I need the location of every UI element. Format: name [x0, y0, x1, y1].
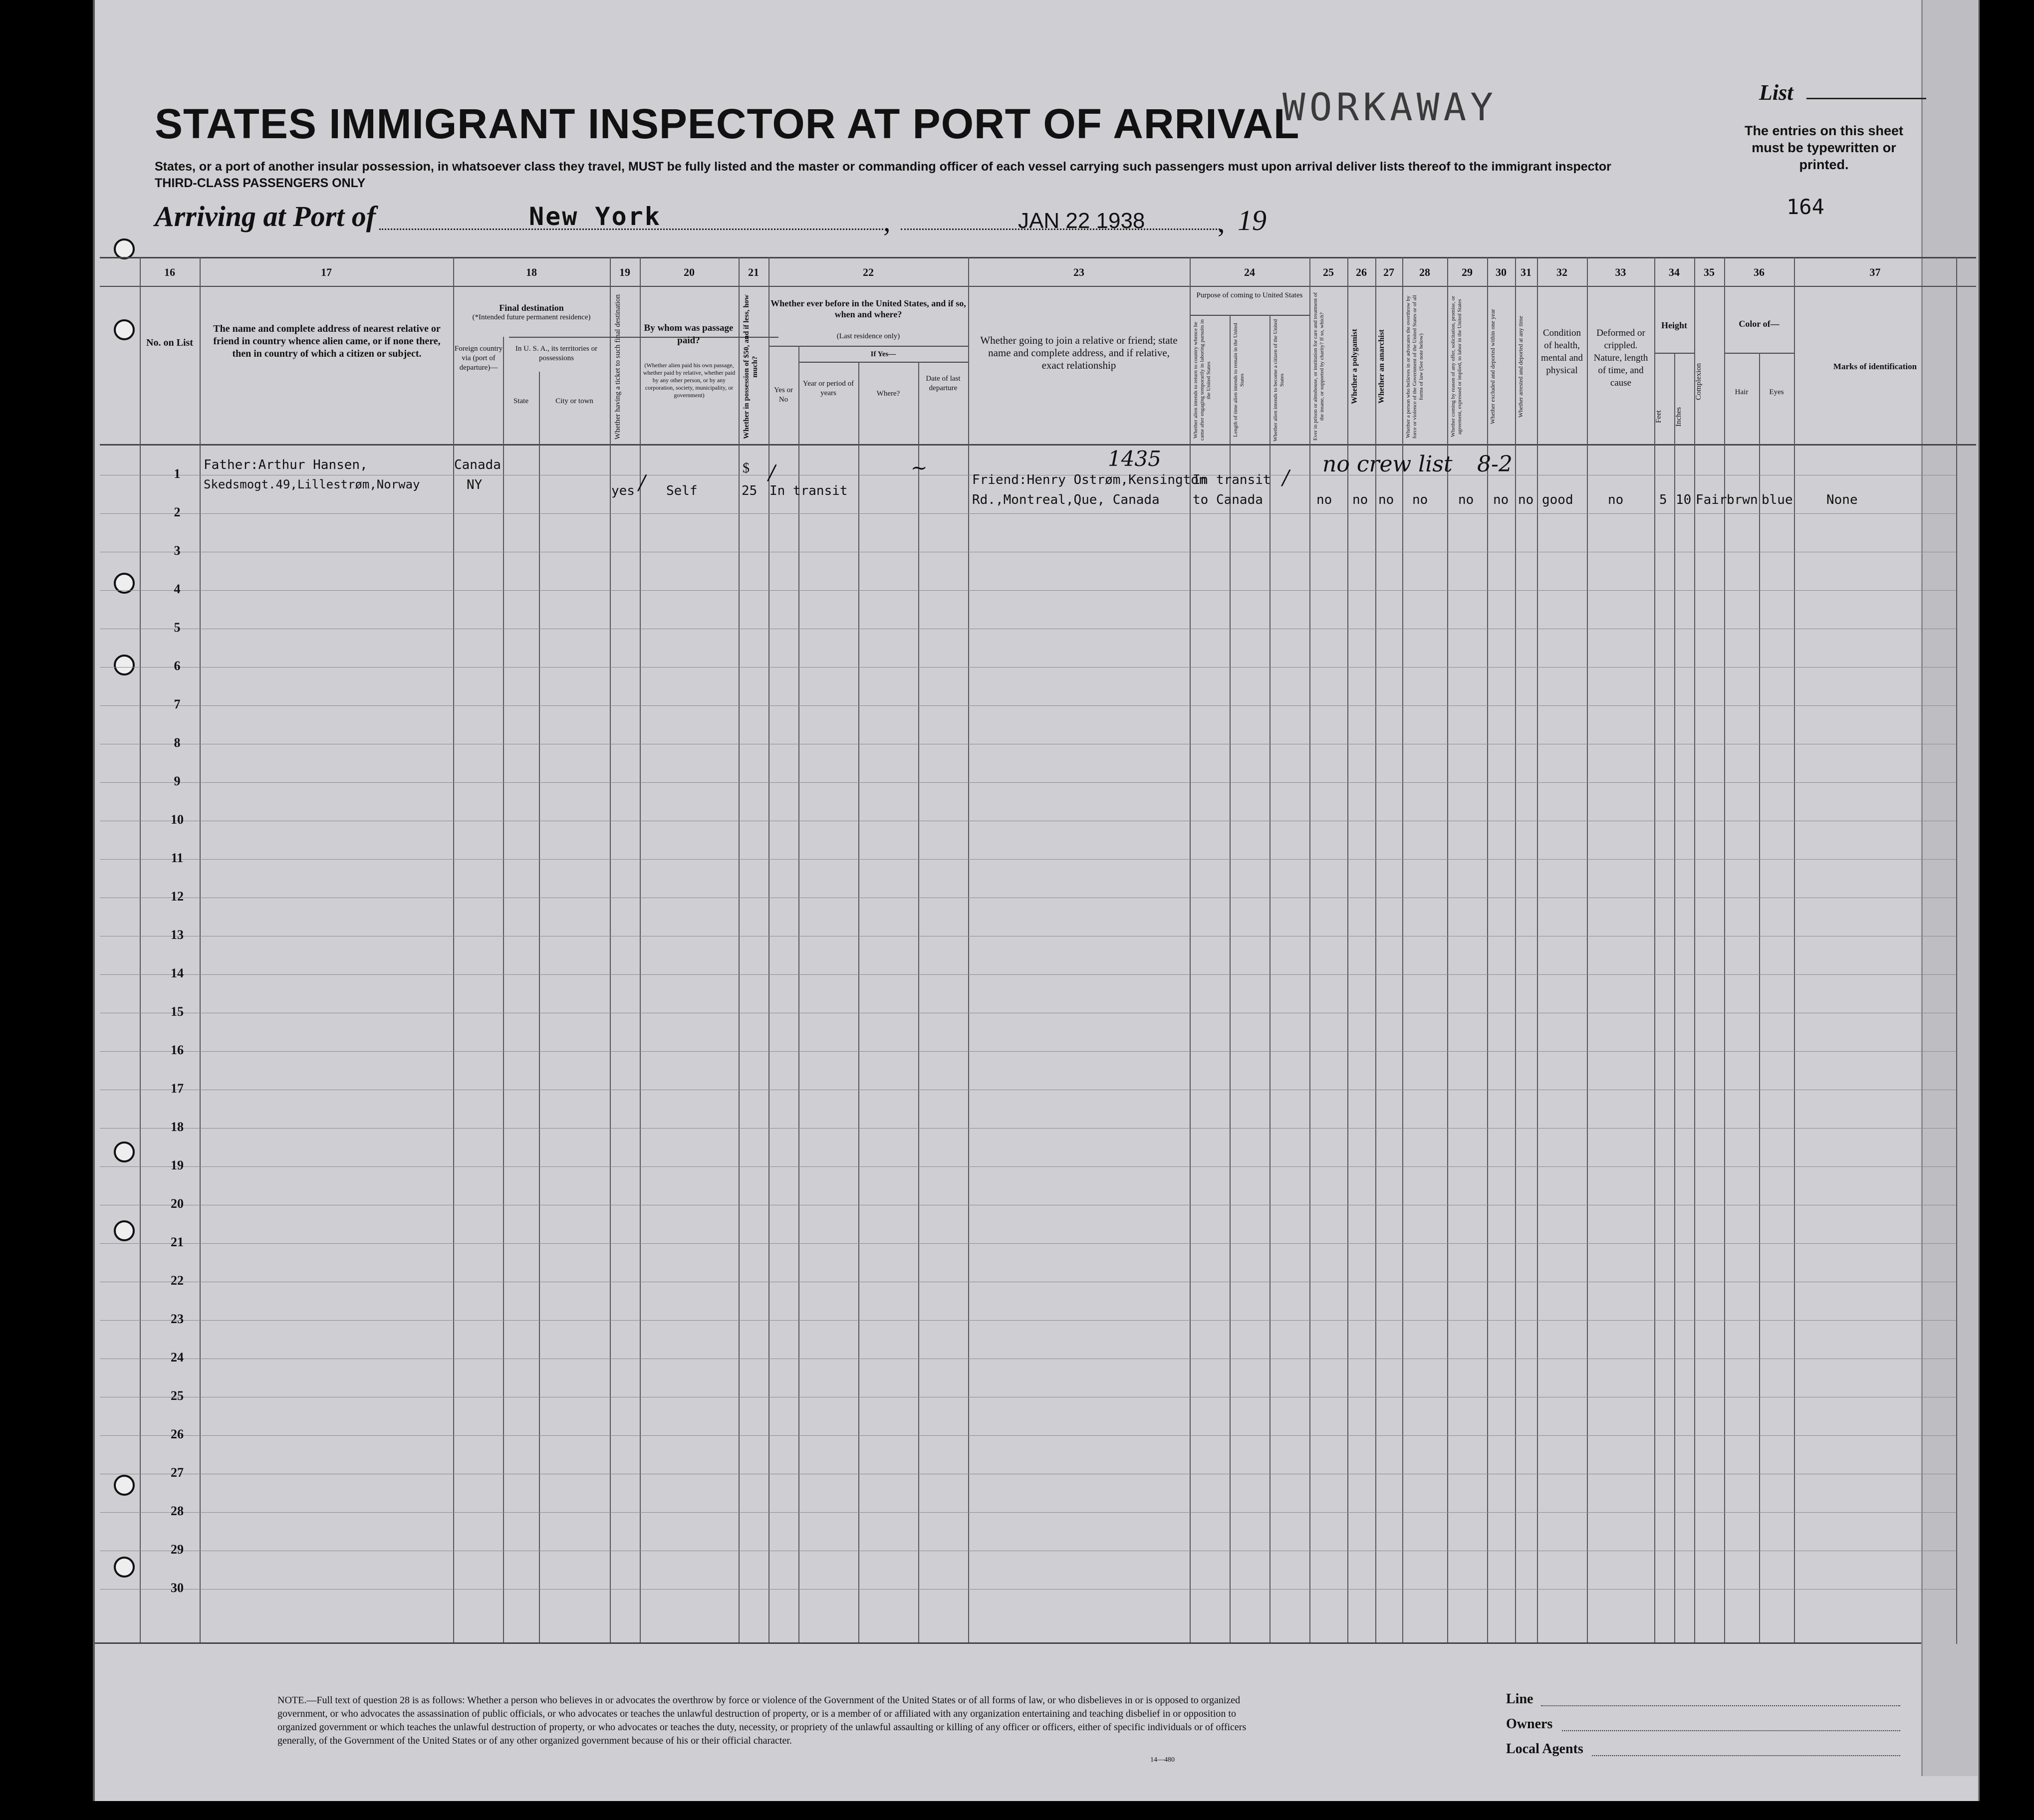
row-line [100, 859, 1956, 860]
header-city: City or town [555, 397, 593, 405]
entry-anarchist: no [1378, 492, 1394, 507]
header-yes-no: Yes or No [773, 386, 793, 404]
col-line [640, 257, 641, 1644]
subtitle-line2: THIRD-CLASS PASSENGERS ONLY [155, 176, 366, 190]
entry-purpose-line1: In transit [1193, 472, 1271, 487]
row-number: 20 [171, 1196, 184, 1211]
dollar-sign-icon: $ [743, 460, 750, 476]
header-passage: By whom was passage paid? [644, 323, 734, 346]
col-num-37: 37 [1869, 266, 1881, 278]
col-num-32: 32 [1556, 266, 1567, 278]
row-line [100, 1166, 1956, 1167]
header-height: Height [1661, 320, 1687, 330]
entry-hand-note: no crew list [1322, 452, 1453, 477]
line-field [1541, 1705, 1900, 1706]
row-number: 29 [171, 1542, 184, 1557]
row-number: 19 [171, 1158, 184, 1172]
if-yes-border [798, 362, 968, 363]
date-stamp: JAN 22 1938 [1018, 209, 1145, 233]
entry-deformed: no [1608, 492, 1624, 507]
row-number: 11 [171, 851, 184, 865]
question-28-note: NOTE.—Full text of question 28 is as follows: Whether a person who believes in or advocates the overthrow by force or violence of the Government of the United States or of all forms of law, or who disbelieves in or is opposed to organized government, or who advocates the assassination of public officials, or who advocates or teaches the unlawful destruction of property, or is a member of or affiliated with any organization entertaining and teaching disbelief in or opposition to organized government or which teaches the unlawful destruction of property, or who advocates or teaches the duty, necessity, or propriety of the unlawful assaulting or killing of any officer or officers, either of specific individuals or of officers generally, of the Government of the United States or of any other organized government because of his or their official character. [277, 1695, 1247, 1746]
col-num-22: 22 [863, 266, 874, 278]
row-line [100, 667, 1956, 668]
row-number: 8 [174, 735, 181, 750]
row-line [100, 782, 1956, 783]
entry-ticket: yes [611, 483, 635, 498]
comma: , [883, 205, 891, 237]
col-line [1794, 257, 1795, 1644]
entry-ever-before: In transit [769, 483, 848, 498]
purpose-sub-border [1190, 315, 1309, 316]
binder-hole-icon [114, 238, 135, 259]
col-num-25: 25 [1323, 266, 1334, 278]
entry-labor-offer: no [1458, 492, 1474, 507]
row-number: 3 [174, 543, 181, 558]
row-line [100, 1512, 1956, 1513]
col-line [503, 337, 504, 1644]
col-num-18: 18 [526, 266, 537, 278]
col-line [1724, 257, 1725, 1644]
header-purpose-b: Length of time alien intends to remain in the United States [1233, 323, 1245, 438]
col-line [918, 362, 919, 1644]
col-line [1956, 257, 1957, 1644]
row-number: 18 [171, 1120, 184, 1134]
header-overthrow: Whether a person who believes in or advocates the overthrow by force or violence of the Government of the United States or of all forms of law (See note below) [1405, 295, 1424, 439]
col-num-23: 23 [1073, 266, 1084, 278]
row-number: 5 [174, 620, 181, 635]
col-num-30: 30 [1496, 266, 1507, 278]
entry-hand-note2: 8-2 [1477, 452, 1513, 477]
col-num-29: 29 [1462, 266, 1473, 278]
col-num-35: 35 [1704, 266, 1715, 278]
entry-health: good [1542, 492, 1573, 507]
row-line [100, 1320, 1956, 1321]
row-number: 24 [171, 1350, 184, 1365]
entry-arrested: no [1518, 492, 1534, 507]
header-final-destination-note: (*Intended future permanent residence) [472, 313, 591, 321]
entry-complexion: Fair [1696, 492, 1727, 507]
header-no-on-list: No. on List [146, 337, 193, 348]
row-line [100, 705, 1956, 706]
check-mark-icon: / [639, 471, 646, 494]
header-passage-note: (Whether alien paid his own passage, whether paid by relative, whether paid by any other person, or by any corporation, society, municipality, or government) [643, 362, 736, 399]
col-num-21: 21 [748, 266, 759, 278]
row-number: 14 [171, 966, 184, 980]
header-ticket: Whether having a ticket to such final destination [614, 294, 622, 440]
col-line [858, 362, 859, 1644]
subtitle-line1: States, or a port of another insular possession, in whatsoever class they travel, MUST be fully listed and the master or commanding officer of each vessel carrying such passengers must upon arrival deliver lists thereof to the immigrant inspector [155, 160, 1611, 174]
col-line [1309, 257, 1310, 1644]
owners-label: Owners [1506, 1716, 1553, 1732]
port-value: New York [529, 202, 661, 231]
col-num-28: 28 [1419, 266, 1430, 278]
list-line [1806, 98, 1926, 99]
row-number: 17 [171, 1081, 184, 1096]
local-agents-field [1592, 1755, 1900, 1756]
header-eyes: Eyes [1769, 388, 1784, 396]
list-label: List [1759, 80, 1793, 105]
header-inches: Inches [1675, 407, 1683, 427]
col-num-31: 31 [1521, 266, 1531, 278]
row-number: 23 [171, 1312, 184, 1326]
entry-passage: Self [666, 483, 698, 498]
entry-polygamist: no [1352, 492, 1368, 507]
comma: , [1218, 206, 1225, 238]
col-num-36: 36 [1754, 266, 1765, 278]
row-line [100, 590, 1956, 591]
arriving-label: Arriving at Port of [155, 200, 376, 232]
header-year-period: Year or period of years [802, 380, 854, 397]
row-number: 30 [171, 1581, 184, 1595]
manifest-table [100, 257, 1976, 1644]
header-ever-before: Whether ever before in the United States, and if so, when and where? [770, 298, 966, 319]
entry-excluded: no [1493, 492, 1509, 507]
entry-overthrow: no [1412, 492, 1428, 507]
row-number: 10 [171, 812, 184, 827]
header-excluded: Whether excluded and deported within one year [1489, 309, 1496, 425]
col-line [1654, 257, 1655, 1644]
row-number: 2 [174, 505, 181, 519]
typewritten-note: The entries on this sheet must be typewritten or printed. [1744, 123, 1904, 172]
header-in-usa: In U. S. A., its territories or possessions [515, 345, 598, 362]
entry-eyes: blue [1762, 492, 1793, 507]
row-number: 1 [174, 466, 181, 481]
row-number: 12 [171, 889, 184, 904]
header-arrested: Whether arrested and deported at any time [1517, 316, 1524, 418]
row-number: 7 [174, 697, 181, 711]
header-hair: Hair [1735, 388, 1749, 396]
row-line [100, 974, 1956, 975]
header-date-departure: Date of last departure [926, 375, 961, 392]
entry-foreign-country: Canada [454, 457, 501, 472]
header-purpose-c: Whether alien intends to become a citizen of the United States [1272, 319, 1285, 442]
row-line [100, 513, 1956, 514]
col-line [610, 257, 611, 1644]
entry-feet: 5 [1659, 492, 1667, 507]
col-line [739, 257, 740, 1644]
form-number: 14—480 [1150, 1756, 1175, 1764]
entry-relative-line1: Father:Arthur Hansen, [204, 457, 368, 472]
col-line [200, 257, 201, 1644]
col-line [1230, 315, 1231, 1644]
entry-money: 25 [742, 483, 758, 498]
col-num-24: 24 [1244, 266, 1255, 278]
entry-relative-line2: Skedsmogt.49,Lillestrøm,Norway [204, 477, 420, 491]
row-number: 28 [171, 1504, 184, 1518]
row-number: 9 [174, 774, 181, 788]
row-number: 21 [171, 1235, 184, 1249]
workaway-stamp: WORKAWAY [1282, 85, 1498, 129]
header-relative: The name and complete address of nearest relative or friend in country whence alien came, or if none there, then in country of which a citizen or subject. [213, 323, 441, 359]
check-mark-icon: / [768, 461, 775, 484]
header-polygamist: Whether a polygamist [1350, 329, 1359, 405]
header-feet: Feet [1655, 410, 1663, 423]
header-complexion: Complexion [1695, 363, 1703, 401]
header-state: State [513, 397, 528, 405]
header-purpose: Purpose of coming to United States [1196, 291, 1303, 299]
row-line [100, 1128, 1956, 1129]
col-num-33: 33 [1615, 266, 1626, 278]
entry-hair: brwn [1727, 492, 1758, 507]
header-labor-offer: Whether coming by reason of any offer, solicitation, promise, or agreement, expressed or implied, to labor in the United States [1450, 296, 1463, 438]
owners-field [1562, 1730, 1900, 1731]
entry-joining-hand: 1435 [1108, 447, 1161, 471]
header-deformed: Deformed or crippled. Nature, length of time, and cause [1593, 328, 1648, 388]
row-line [100, 1435, 1956, 1436]
col-line [1515, 257, 1516, 1644]
check-mark-icon: / [1282, 466, 1289, 489]
col-line [1270, 315, 1271, 1644]
col-num-26: 26 [1356, 266, 1367, 278]
col-num-34: 34 [1669, 266, 1680, 278]
col-line [539, 372, 540, 1644]
entry-inches: 10 [1676, 492, 1692, 507]
local-agents-label: Local Agents [1506, 1741, 1583, 1757]
header-if-yes: If Yes— [870, 350, 896, 358]
header-purpose-a: Whether alien intends to return to country whence he came after engaging temporarily in laboring pursuits in the United States [1193, 319, 1212, 441]
header-final-destination: Final destination [499, 303, 564, 313]
header-marks: Marks of identification [1833, 362, 1917, 371]
entry-state: NY [467, 477, 483, 492]
header-anarchist: Whether an anarchist [1377, 329, 1386, 404]
entry-joining-line2: Rd.,Montreal,Que, Canada [972, 492, 1160, 507]
row-line [100, 1243, 1956, 1244]
page-title: STATES IMMIGRANT INSPECTOR AT PORT OF ARRIVAL [155, 100, 1300, 147]
footer-border [95, 1642, 1921, 1644]
row-number: 13 [171, 927, 184, 942]
col-line [1190, 257, 1191, 1644]
entry-purpose-line2: to Canada [1193, 492, 1263, 507]
header-color-of: Color of— [1739, 319, 1780, 329]
col-line [798, 346, 799, 1644]
entry-marks: None [1826, 492, 1858, 507]
header-prison: Ever in prison or almshouse, or institution for care and treatment of the insane, or supported by charity? If so, which? [1312, 292, 1325, 441]
row-number: 25 [171, 1388, 184, 1403]
row-number: 26 [171, 1427, 184, 1441]
line-label: Line [1506, 1691, 1533, 1707]
entry-joining-line1: Friend:Henry Ostrøm,Kensington [972, 472, 1207, 487]
row-number: 16 [171, 1043, 184, 1057]
header-where: Where? [876, 390, 900, 398]
row-line [100, 1589, 1956, 1590]
sheet-number: 164 [1786, 195, 1824, 219]
header-ever-before-note: (Last residence only) [836, 332, 900, 340]
header-health: Condition of health, mental and physical [1541, 328, 1583, 376]
col-num-19: 19 [619, 266, 630, 278]
row-number: 27 [171, 1465, 184, 1480]
header-joining: Whether going to join a relative or friend; state name and complete address, and if relative, exact relationship [980, 334, 1178, 371]
col-line [968, 257, 969, 1644]
col-line [1759, 353, 1760, 1644]
col-line [140, 257, 141, 1644]
row-number: 22 [171, 1273, 184, 1288]
row-number: 15 [171, 1004, 184, 1019]
col-line [1537, 257, 1538, 1644]
subtitle [155, 159, 1627, 192]
dash-mark-icon: ~ [911, 456, 928, 479]
header-foreign-country: Foreign country via (port of departure)— [454, 345, 503, 372]
row-line [100, 1051, 1956, 1052]
col-num-27: 27 [1383, 266, 1394, 278]
entry-prison: no [1316, 492, 1332, 507]
col-num-20: 20 [684, 266, 695, 278]
row-number: 4 [174, 582, 181, 596]
col-line [1694, 257, 1695, 1644]
row-number: 6 [174, 659, 181, 673]
year-prefix: 19 [1238, 204, 1267, 236]
col-line [1674, 353, 1675, 1644]
col-line [1587, 257, 1588, 1644]
header-money: Whether in possession of $50, and if less, how much? [743, 294, 759, 439]
col-num-17: 17 [321, 266, 332, 278]
col-num-16: 16 [164, 266, 175, 278]
